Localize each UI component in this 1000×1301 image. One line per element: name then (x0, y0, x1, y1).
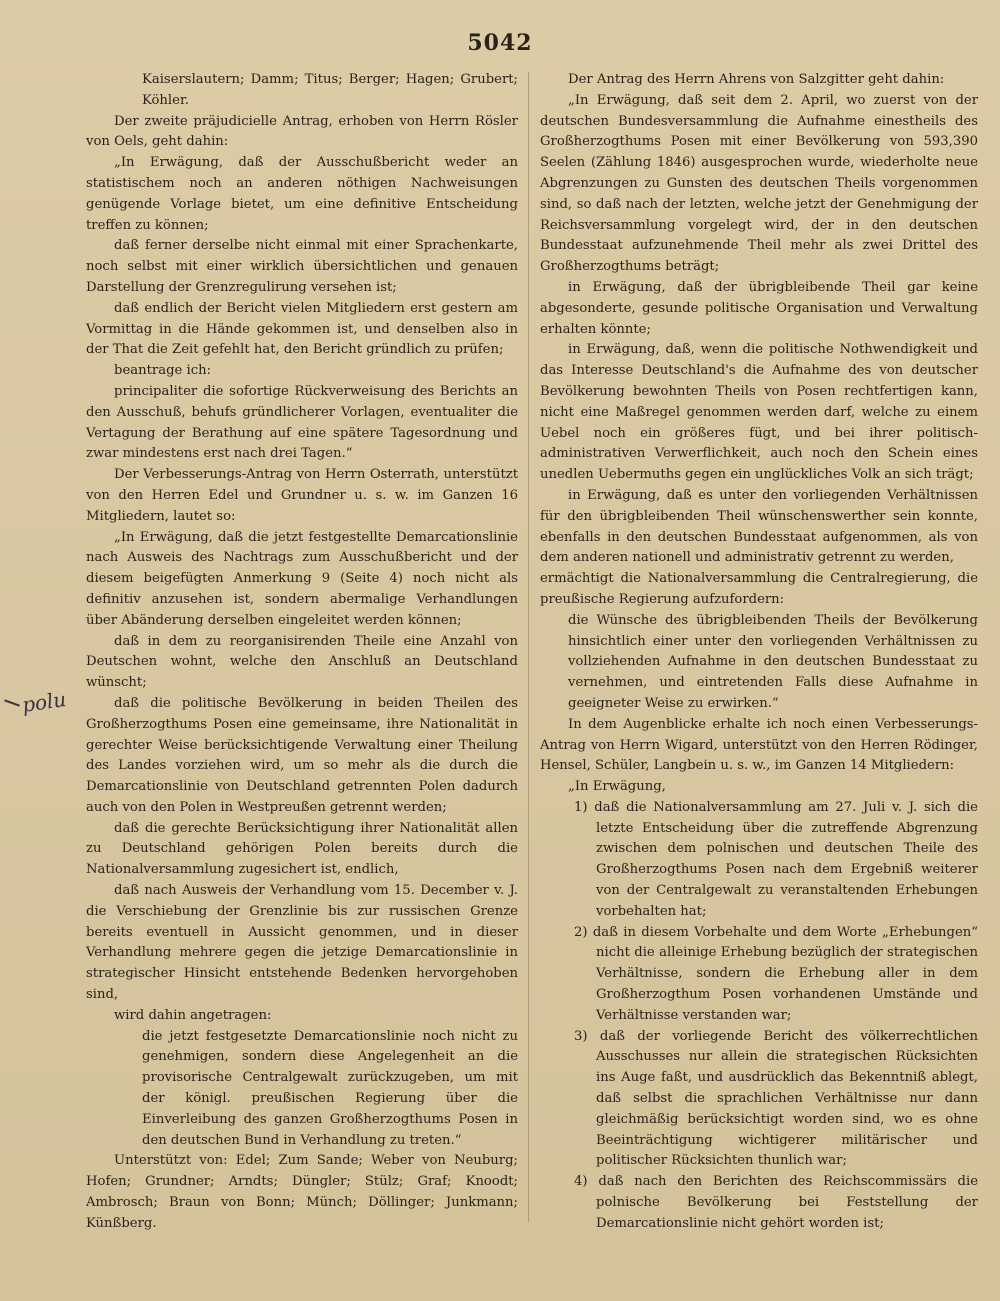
paragraph: Der Verbesserungs-Antrag von Herrn Osterrath, unterstützt von den Herren Edel und Grundner u. s. w. im Ganzen 16 Mitgliedern, lautet so: (86, 467, 518, 524)
paragraph: 2) daß in diesem Vorbehalte und dem Worte „Erhebungen“ nicht die alleinige Erhebung bezüglich der strategischen Verhältnisse, sondern die Erhebung aller in dem Großherzogthum Posen vorhandenen Umstände und Verhältnisse verstanden war; (574, 924, 978, 1023)
right-column (540, 70, 978, 1235)
paragraph: 3) daß der vorliegende Bericht des völkerrechtlichen Ausschusses nur allein die strategischen Rücksichten ins Auge faßt, und ausdrücklich das Bekenntniß ablegt, daß selbst die sprachlichen Verhältnisse nur dann gleichmäßig berücksichtigt worden sind, wo es ohne Beeinträchtigung wichtigerer militärischer und politischer Rücksichten thunlich war; (574, 1028, 978, 1169)
left-column (86, 70, 518, 1235)
paragraph: „In Erwägung, daß seit dem 2. April, wo zuerst von der deutschen Bundesversammlung die Aufnahme einestheils des Großherzogthums Posen mit einer Bevölkerung von 593,390 Seelen (Zählung 1846) ausgesprochen wurde, wiederholte neue Abgrenzungen zu Gunsten des deutschen Theils vorgenommen sind, so daß nach der letzten, welche jetzt der Genehmigung der Reichsversammlung vorgelegt wird, der in den deutschen Bundesstaat aufzunehmende Theil mehr als zwei Drittel des Großherzogthums beträgt; (540, 92, 978, 275)
paragraph: ermächtigt die Nationalversammlung die Centralregierung, die preußische Regierung aufzufordern: (540, 571, 978, 607)
paragraph: Kaiserslautern; Damm; Titus; Berger; Hagen; Grubert; Köhler. (142, 72, 518, 108)
paragraph: daß endlich der Bericht vielen Mitgliedern erst gestern am Vormittag in die Hände gekommen ist, und denselben also in der That die Zeit gefehlt hat, den Bericht gründlich zu prüfen; (86, 300, 518, 358)
paragraph: wird dahin angetragen: (114, 1007, 272, 1023)
paragraph: In dem Augenblicke erhalte ich noch einen Verbesserungs-Antrag von Herrn Wigard, unterstützt von den Herren Rödinger, Hensel, Schüler, Langbein u. s. w., im Ganzen 14 Mitgliedern: (540, 716, 978, 774)
paragraph: daß die politische Bevölkerung in beiden Theilen des Großherzogthums Posen eine gemeinsame, ihre Nationalität in gerechter Weise berücksichtigende Verwaltung einer Theilung des Landes vorziehen wird, um so mehr als die durch die Demarcationslinie von Deutschland getrennten Polen dadurch auch von den Polen in Westpreußen getrennt werden; (86, 695, 518, 815)
margin-mark (4, 699, 20, 706)
paragraph: daß die gerechte Berücksichtigung ihrer Nationalität allen zu Deutschland gehörigen Polen bereits durch die Nationalversammlung zugesichert ist, endlich, (86, 820, 518, 878)
page-number: 5042 (467, 30, 533, 56)
paragraph: 4) daß nach den Berichten des Reichscommissärs die polnische Bevölkerung bei Feststellung der Demarcationslinie nicht gehört worden ist; (574, 1174, 978, 1231)
paragraph: in Erwägung, daß der übrigbleibende Theil gar keine abgesonderte, gesunde politische Organisation und Verwaltung erhalten könnte; (540, 279, 978, 337)
paragraph: daß in dem zu reorganisirenden Theile eine Anzahl von Deutschen wohnt, welche den Anschluß an Deutschland wünscht; (86, 633, 518, 691)
paragraph: „In Erwägung, daß die jetzt festgestellte Demarcationslinie nach Ausweis des Nachtrags zum Ausschußbericht und der diesem beigefügten Anmerkung 9 (Seite 4) noch nicht als definitiv anzusehen ist, sondern abermalige Verhandlungen über Abänderung derselben eingeleitet werden können; (86, 529, 518, 628)
paragraph: die jetzt festgesetzte Demarcationslinie noch nicht zu genehmigen, sondern diese Angelegenheit an die provisorische Centralgewalt zurückzugeben, um mit der königl. preußischen Regierung über die Einverleibung des ganzen Großherzogthums Posen in den deutschen Bund in Verhandlung zu treten.“ (142, 1028, 518, 1148)
margin-handwritten-note: polu (20, 687, 68, 717)
paragraph: „In Erwägung, daß der Ausschußbericht weder an statistischem noch an anderen nöthigen Nachweisungen genügende Vorlage bietet, um eine definitive Entscheidung treffen zu können; (86, 155, 518, 233)
paragraph: die Wünsche des übrigbleibenden Theils der Bevölkerung hinsichtlich einer unter den vorliegenden Verhältnissen zu vollziehenden Aufnahme in den deutschen Bundesstaat zu vernehmen, und eintretenden Falls diese Aufnahme in geeigneter Weise zu erwirken.“ (568, 612, 978, 711)
paragraph: daß nach Ausweis der Verhandlung vom 15. December v. J. die Verschiebung der Grenzlinie bis zur russischen Grenze bereits eventuell in Aussicht genommen, und in dieser Verhandlung mehrere gegen die jetzige Demarcationslinie in strategischer Hinsicht entstehende Bedenken hervorgehoben sind, (86, 883, 518, 1003)
paragraph: Unterstützt von: Edel; Zum Sande; Weber von Neuburg; Hofen; Grundner; Arndts; Düngler; Stülz; Graf; Knoodt; Ambrosch; Braun von Bonn; Münch; Döllinger; Junkmann; Künßberg. (86, 1153, 518, 1231)
paragraph: „In Erwägung, (568, 779, 666, 795)
paragraph: beantrage ich: (114, 363, 212, 379)
paragraph: in Erwägung, daß, wenn die politische Nothwendigkeit und das Interesse Deutschland's die Aufnahme des von deutscher Bevölkerung bewohnten Theils von Posen rechtfertigen kann, nicht eine Maßregel genommen werden darf, welche zu einem Uebel noch ein größeres fügt, und bei ihrer politisch-administrativen Verwerflichkeit, auch noch den Schein eines unedlen Uebermuths gegen ein unglückliches Volk an sich trägt; (540, 342, 978, 483)
paragraph: in Erwägung, daß es unter den vorliegenden Verhältnissen für den übrigbleibenden Theil wünschenswerther sein konnte, ebenfalls in den deutschen Bundesstaat aufgenommen, als von dem anderen nationell und administrativ getrennt zu werden, (540, 487, 978, 566)
paragraph: Der Antrag des Herrn Ahrens von Salzgitter geht dahin: (568, 72, 945, 87)
paragraph: Der zweite präjudicielle Antrag, erhoben von Herrn Rösler von Oels, geht dahin: (86, 113, 518, 150)
paragraph: daß ferner derselbe nicht einmal mit einer Sprachenkarte, noch selbst mit einer wirklich übersichtlichen und genauen Darstellung der Grenzregulirung versehen ist; (86, 238, 518, 295)
column-divider (528, 72, 529, 1222)
paragraph: 1) daß die Nationalversammlung am 27. Juli v. J. sich die letzte Entscheidung über die zutreffende Abgrenzung zwischen dem polnischen und deutschen Theile des Großherzogthums Posen nach dem Ergebniß weiterer von der Centralgewalt zu veranstaltenden Erhebungen vorbehalten hat; (574, 799, 978, 919)
paragraph: principaliter die sofortige Rückverweisung des Berichts an den Ausschuß, behufs gründlicherer Vorlagen, eventualiter die Vertagung der Berathung auf eine spätere Tagesordnung und zwar mindestens erst nach drei Tagen.“ (86, 383, 518, 462)
